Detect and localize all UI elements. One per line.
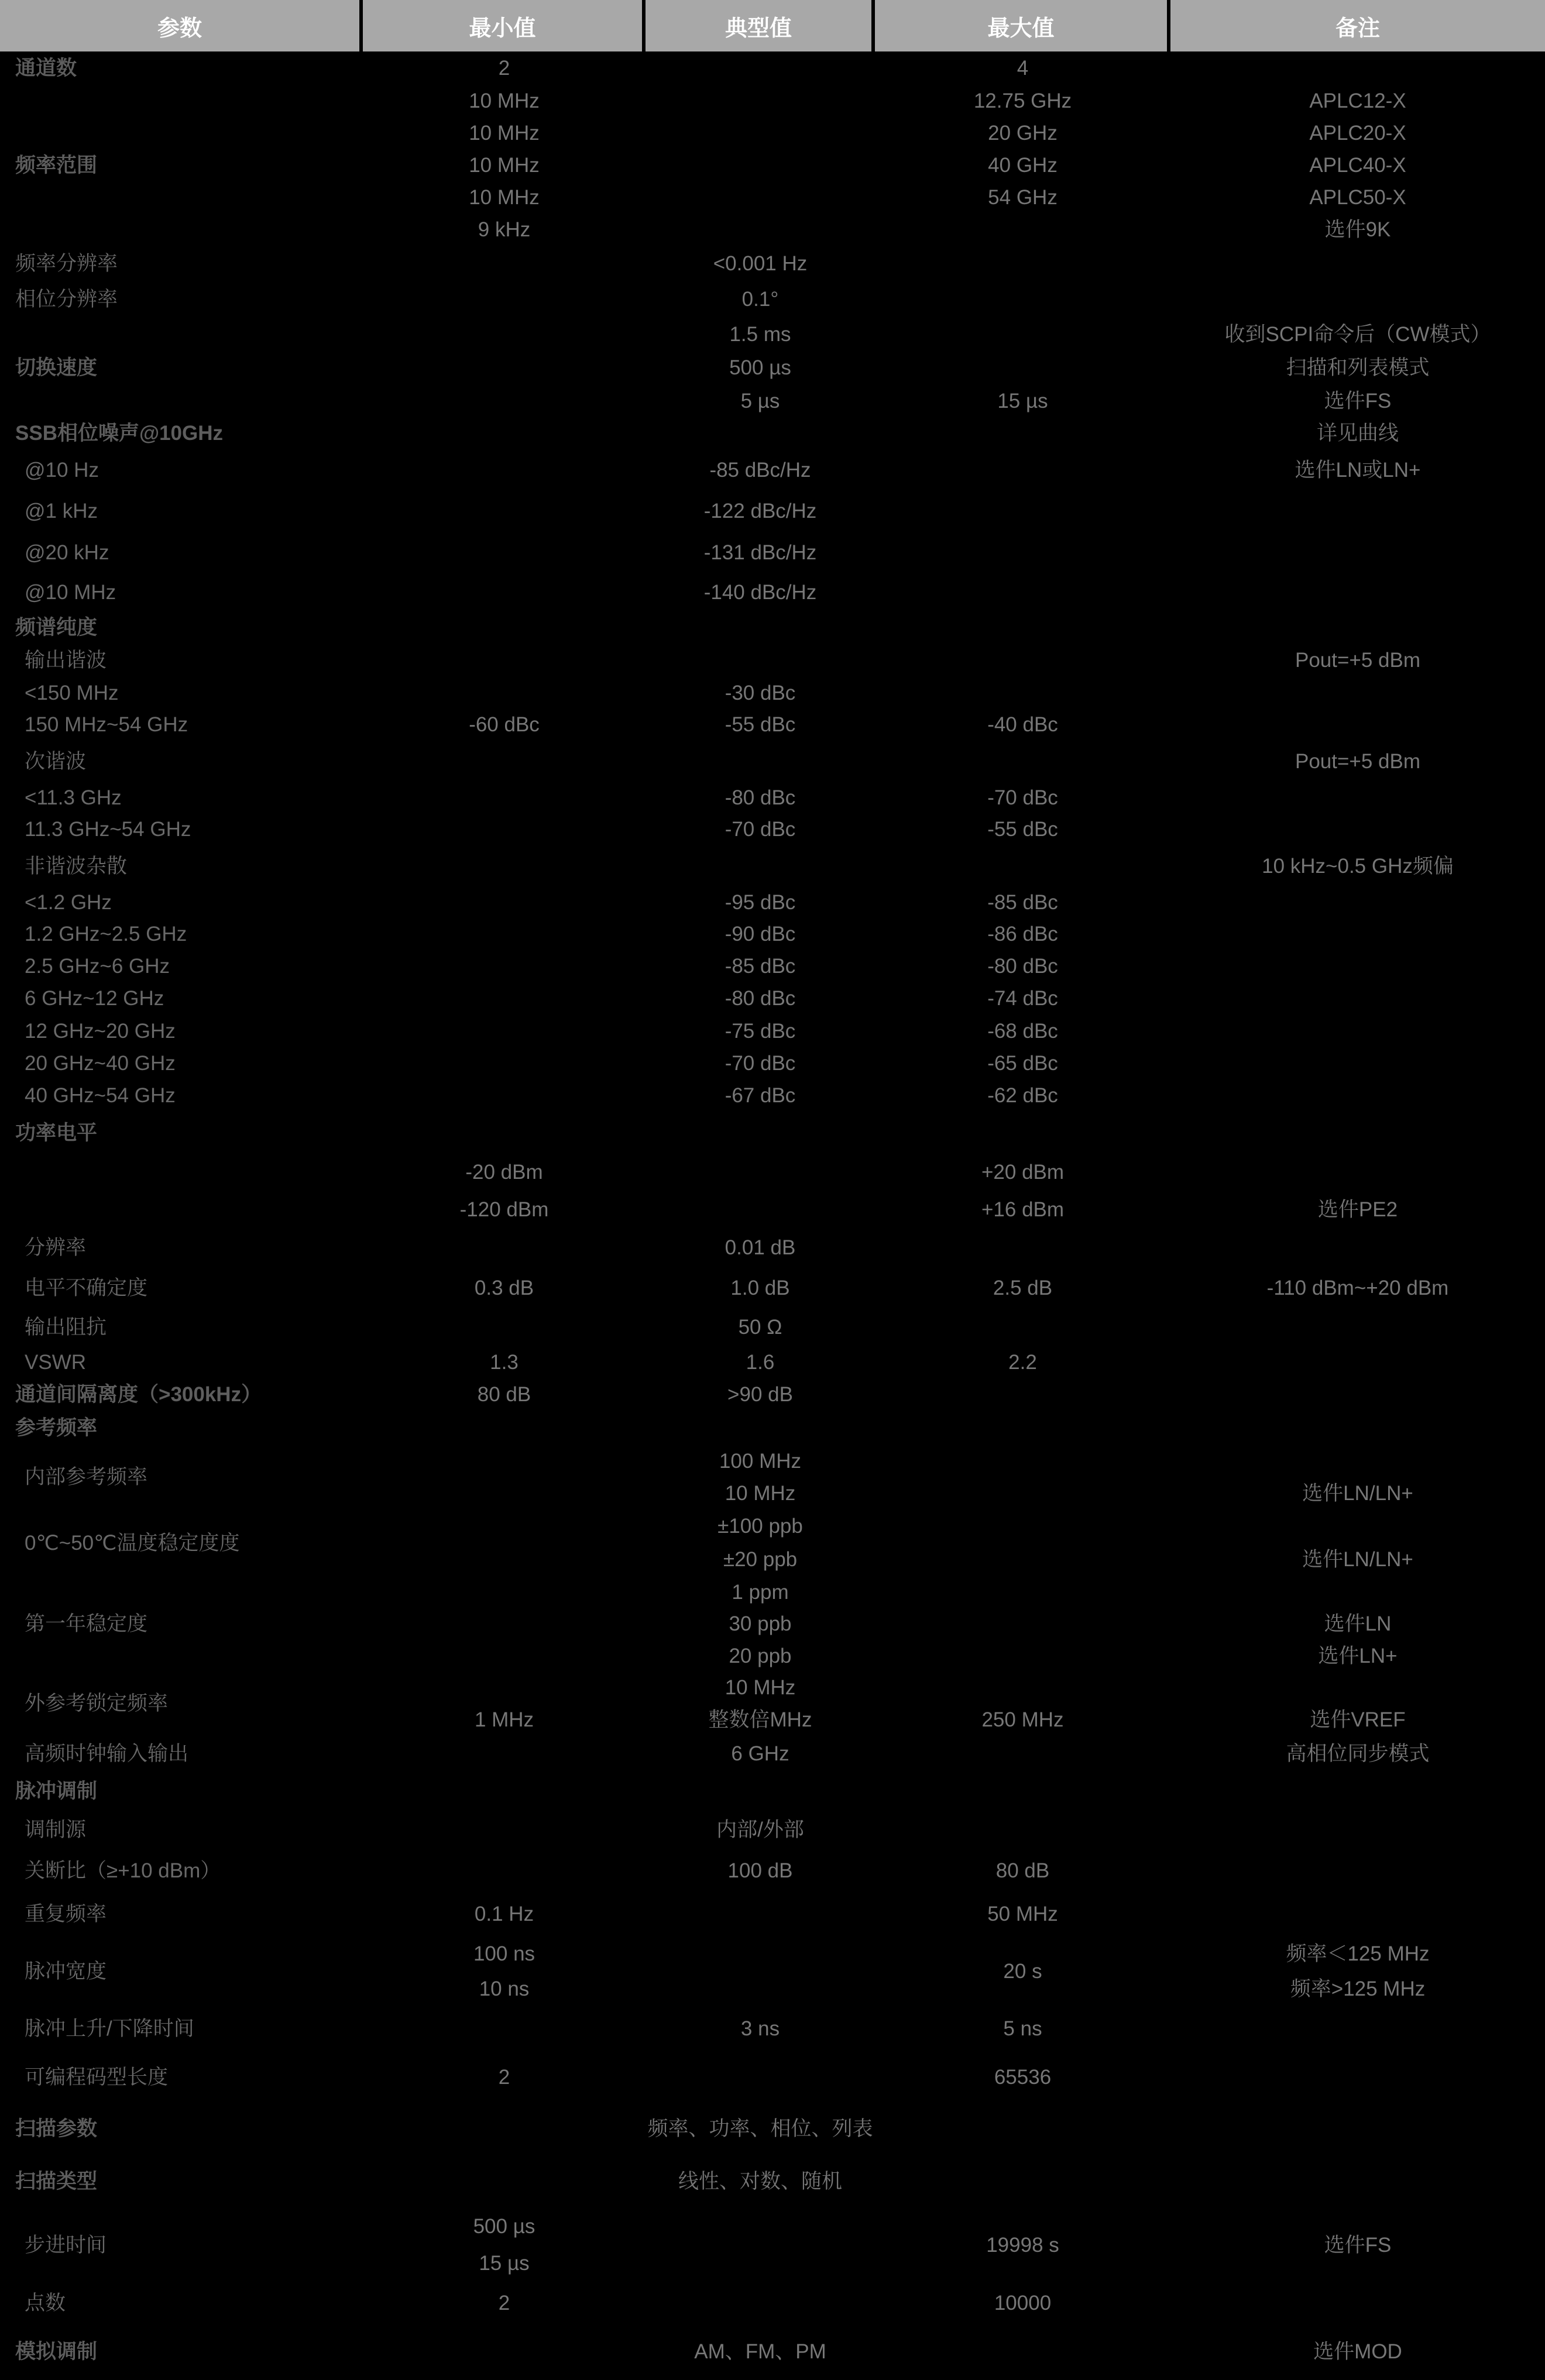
cell-typical: -122 dBc/Hz xyxy=(703,499,817,522)
cell-param: 频谱纯度 xyxy=(15,616,98,639)
cell-min: 0.1 Hz xyxy=(474,1903,534,1926)
table-row xyxy=(0,1811,1545,1850)
cell-param: 脉冲宽度 xyxy=(25,1959,107,1983)
table-row xyxy=(0,1268,1545,1309)
cell-note: APLC40-X xyxy=(1309,154,1406,177)
table-row xyxy=(0,246,1545,281)
cell-note: -110 dBm~+20 dBm xyxy=(1266,1276,1449,1299)
cell-param: 频率范围 xyxy=(15,154,98,177)
cell-note: APLC50-X xyxy=(1309,186,1406,209)
cell-typical: -80 dBc xyxy=(725,786,796,809)
cell-typical: -80 dBc xyxy=(725,987,796,1010)
cell-param: 参考频率 xyxy=(15,1416,98,1440)
cell-max: -55 dBc xyxy=(987,818,1058,841)
cell-min: 0.3 dB xyxy=(474,1276,534,1299)
cell-typical: 1.6 xyxy=(746,1350,775,1374)
cell-max: 12.75 GHz xyxy=(973,90,1072,113)
cell-param: 点数 xyxy=(25,2291,66,2314)
cell-max: 80 dB xyxy=(995,1859,1050,1883)
cell-typical: -85 dBc xyxy=(725,954,796,978)
cell-param: 扫描类型 xyxy=(15,2169,98,2193)
cell-param: 内部参考频率 xyxy=(25,1466,148,1489)
table-row xyxy=(0,919,1545,951)
cell-note: Pout=+5 dBm xyxy=(1295,649,1421,672)
column-header-notes: 备注 xyxy=(1170,0,1545,51)
cell-param: 电平不确定度 xyxy=(25,1276,148,1299)
cell-typical: 3 ns xyxy=(740,2017,780,2041)
cell-note: 选件FS xyxy=(1324,2233,1392,2257)
table-row xyxy=(0,1445,1545,1510)
cell-param: 次谐波 xyxy=(25,749,87,773)
cell-max: -40 dBc xyxy=(987,713,1058,737)
table-row xyxy=(0,782,1545,814)
cell-typical: <0.001 Hz xyxy=(713,252,808,275)
cell-note: 选件LN xyxy=(1324,1612,1392,1636)
cell-param: 2.5 GHz~6 GHz xyxy=(25,954,170,978)
cell-typical: 500 µs xyxy=(729,356,791,379)
cell-typical: 30 ppb xyxy=(729,1612,792,1636)
table-row xyxy=(0,281,1545,318)
cell-typical: 0.1° xyxy=(741,288,779,311)
table-row xyxy=(0,51,1545,85)
cell-min: -120 dBm xyxy=(459,1198,549,1221)
table-row xyxy=(0,1850,1545,1893)
cell-min: 10 ns xyxy=(479,1977,530,2000)
cell-max: 15 µs xyxy=(997,389,1048,412)
table-row xyxy=(0,709,1545,741)
cell-param: 模拟调制 xyxy=(15,2340,98,2364)
table-row xyxy=(0,846,1545,887)
cell-param: VSWR xyxy=(25,1350,86,1374)
cell-typical: 10 MHz xyxy=(725,1482,796,1505)
cell-typical: ±100 ppb xyxy=(717,1515,803,1538)
table-row xyxy=(0,2282,1545,2324)
cell-min: 1 MHz xyxy=(474,1708,534,1731)
cell-typical: -85 dBc/Hz xyxy=(709,458,811,481)
cell-max: 20 s xyxy=(1003,1959,1042,1983)
table-row xyxy=(0,1937,1545,2007)
table-row xyxy=(0,574,1545,612)
cell-typical: 1 ppm xyxy=(732,1581,789,1604)
table-row xyxy=(0,677,1545,709)
cell-max: +16 dBm xyxy=(981,1198,1065,1221)
column-header-typical: 典型值 xyxy=(646,0,875,51)
cell-max: 2.5 dB xyxy=(993,1276,1053,1299)
cell-note: Pout=+5 dBm xyxy=(1295,749,1421,773)
cell-min: 15 µs xyxy=(479,2252,530,2275)
table-row xyxy=(0,2007,1545,2052)
cell-min: 1.3 xyxy=(490,1350,519,1374)
cell-param: @1 kHz xyxy=(25,499,98,522)
table-row xyxy=(0,2052,1545,2103)
cell-param xyxy=(0,1154,363,1229)
cell-min: 100 ns xyxy=(473,1942,535,1965)
table-row xyxy=(0,1893,1545,1937)
cell-note: 高相位同步模式 xyxy=(1286,1742,1430,1766)
cell-param: 调制源 xyxy=(25,1818,87,1842)
cell-param: @10 Hz xyxy=(25,458,99,481)
cell-param: @10 MHz xyxy=(25,581,116,604)
cell-param: <1.2 GHz xyxy=(25,890,112,914)
table-row xyxy=(0,2155,1545,2209)
cell-note: 选件FS xyxy=(1324,389,1392,412)
cell-min: 2 xyxy=(498,56,510,80)
table-row xyxy=(0,1736,1545,1773)
cell-min: 2 xyxy=(498,2291,510,2314)
cell-typical: 50 Ω xyxy=(738,1316,782,1339)
cell-param: 关断比（≥+10 dBm） xyxy=(25,1859,221,1883)
cell-param: 150 MHz~54 GHz xyxy=(25,713,188,737)
cell-typical: -30 dBc xyxy=(725,681,796,704)
cell-note: 扫描和列表模式 xyxy=(1286,356,1430,379)
cell-typical: -55 dBc xyxy=(725,713,796,737)
cell-note: APLC20-X xyxy=(1309,122,1406,145)
cell-min: 10 MHz xyxy=(469,154,540,177)
cell-param: 相位分辨率 xyxy=(15,288,118,311)
cell-max: 65536 xyxy=(994,2065,1052,2089)
cell-typical: -95 dBc xyxy=(725,890,796,914)
cell-min: 2 xyxy=(498,2065,510,2089)
cell-max: -80 dBc xyxy=(987,954,1058,978)
table-row xyxy=(0,85,1545,246)
column-header-parameter: 参数 xyxy=(0,0,363,51)
table-row xyxy=(0,1577,1545,1672)
cell-max: +20 dBm xyxy=(981,1160,1065,1184)
cell-note: 频率＜125 MHz xyxy=(1286,1942,1430,1965)
cell-param: <150 MHz xyxy=(25,681,119,704)
cell-param: 0℃~50℃温度稳定度度 xyxy=(25,1531,240,1554)
cell-max: 19998 s xyxy=(986,2233,1059,2257)
cell-typical: 100 dB xyxy=(727,1859,793,1883)
cell-min: 10 MHz xyxy=(469,90,540,113)
cell-param: 脉冲调制 xyxy=(15,1780,98,1803)
cell-param: 通道间隔离度（>300kHz） xyxy=(15,1383,262,1406)
cell-note: 选件MOD xyxy=(1313,2340,1402,2364)
table-row xyxy=(0,644,1545,677)
cell-max: -65 dBc xyxy=(987,1051,1058,1075)
cell-param: 分辨率 xyxy=(25,1236,87,1260)
cell-note: 选件LN+ xyxy=(1318,1644,1398,1667)
cell-max: 5 ns xyxy=(1003,2017,1042,2041)
cell-note: 选件9K xyxy=(1324,218,1391,242)
cell-note: 频率>125 MHz xyxy=(1290,1977,1426,2000)
cell-param: 40 GHz~54 GHz xyxy=(25,1084,176,1108)
cell-param: 可编程码型长度 xyxy=(25,2065,169,2089)
cell-param: 频率分辨率 xyxy=(15,252,118,275)
cell-max: -74 dBc xyxy=(987,987,1058,1010)
table-row xyxy=(0,887,1545,919)
table-row xyxy=(0,532,1545,574)
cell-max: -86 dBc xyxy=(987,923,1058,946)
cell-note: APLC12-X xyxy=(1309,90,1406,113)
table-row xyxy=(0,1412,1545,1445)
cell-note: 选件VREF xyxy=(1310,1708,1406,1731)
cell-param: 12 GHz~20 GHz xyxy=(25,1020,176,1043)
column-header-max: 最大值 xyxy=(875,0,1170,51)
table-row xyxy=(0,1229,1545,1268)
table-row xyxy=(0,2103,1545,2155)
cell-max: 50 MHz xyxy=(987,1903,1058,1926)
cell-param: @20 kHz xyxy=(25,541,109,564)
table-row xyxy=(0,1378,1545,1412)
cell-param: 11.3 GHz~54 GHz xyxy=(25,818,191,841)
table-row xyxy=(0,1016,1545,1048)
cell-param: 20 GHz~40 GHz xyxy=(25,1051,176,1075)
table-row xyxy=(0,1048,1545,1079)
cell-typical: ±20 ppb xyxy=(723,1548,798,1571)
cell-typical: 6 GHz xyxy=(731,1742,789,1766)
spec-table-body xyxy=(0,51,1545,2380)
cell-typical: 20 ppb xyxy=(729,1644,792,1667)
cell-param: 通道数 xyxy=(15,56,77,80)
table-row xyxy=(0,2324,1545,2380)
table-row xyxy=(0,1672,1545,1736)
cell-note: 10 kHz~0.5 GHz频偏 xyxy=(1262,854,1454,878)
cell-typical: 100 MHz xyxy=(719,1449,802,1473)
cell-param: 外参考锁定频率 xyxy=(25,1692,169,1715)
cell-max: 54 GHz xyxy=(988,186,1058,209)
cell-typical: -131 dBc/Hz xyxy=(703,541,817,564)
cell-typical: -75 dBc xyxy=(725,1020,796,1043)
cell-max: 20 GHz xyxy=(988,122,1058,145)
table-row xyxy=(0,491,1545,532)
cell-typical: 频率、功率、相位、列表 xyxy=(647,2117,873,2140)
cell-typical: -140 dBc/Hz xyxy=(703,581,817,604)
cell-max: 10000 xyxy=(994,2291,1052,2314)
table-row xyxy=(0,612,1545,644)
cell-note: 选件LN或LN+ xyxy=(1295,458,1421,481)
table-header-row xyxy=(0,0,1545,51)
table-row xyxy=(0,1079,1545,1113)
cell-typical: AM、FM、PM xyxy=(694,2340,826,2364)
cell-typical: 整数倍MHz xyxy=(708,1708,812,1731)
cell-max: 250 MHz xyxy=(981,1708,1064,1731)
table-row xyxy=(0,982,1545,1016)
cell-min: 10 MHz xyxy=(469,122,540,145)
cell-typical: >90 dB xyxy=(727,1383,793,1406)
column-header-min: 最小值 xyxy=(363,0,646,51)
cell-param: 扫描参数 xyxy=(15,2117,98,2140)
cell-max: 4 xyxy=(1017,56,1029,80)
cell-typical: -67 dBc xyxy=(725,1084,796,1108)
cell-typical: 线性、对数、随机 xyxy=(678,2169,842,2193)
cell-param: 步进时间 xyxy=(25,2233,107,2257)
cell-param: SSB相位噪声@10GHz xyxy=(15,422,224,445)
cell-max: -85 dBc xyxy=(987,890,1058,914)
cell-note: 选件LN/LN+ xyxy=(1302,1548,1413,1571)
cell-param: 脉冲上升/下降时间 xyxy=(25,2017,194,2041)
table-row xyxy=(0,1154,1545,1229)
table-row xyxy=(0,418,1545,450)
table-row xyxy=(0,741,1545,782)
cell-param: 输出谐波 xyxy=(25,649,107,672)
cell-max: 2.2 xyxy=(1008,1350,1037,1374)
cell-min: 9 kHz xyxy=(478,218,531,242)
cell-typical: 0.01 dB xyxy=(725,1236,796,1260)
cell-note: 收到SCPI命令后（CW模式） xyxy=(1224,323,1491,346)
cell-param: 功率电平 xyxy=(15,1121,98,1144)
cell-typical: -70 dBc xyxy=(725,818,796,841)
cell-note: 选件LN/LN+ xyxy=(1302,1482,1413,1505)
cell-typical: 5 µs xyxy=(740,389,780,412)
table-row xyxy=(0,1510,1545,1577)
table-row xyxy=(0,1773,1545,1811)
cell-typical: -70 dBc xyxy=(725,1051,796,1075)
cell-param: 输出阻抗 xyxy=(25,1316,107,1339)
table-row xyxy=(0,318,1545,418)
cell-param: 重复频率 xyxy=(25,1903,107,1926)
cell-max: -68 dBc xyxy=(987,1020,1058,1043)
table-row xyxy=(0,1309,1545,1347)
table-row xyxy=(0,814,1545,846)
cell-max: -70 dBc xyxy=(987,786,1058,809)
cell-param: 非谐波杂散 xyxy=(25,854,128,878)
cell-param: 6 GHz~12 GHz xyxy=(25,987,164,1010)
cell-param: 1.2 GHz~2.5 GHz xyxy=(25,923,187,946)
cell-note: 选件PE2 xyxy=(1317,1198,1398,1221)
cell-max: -62 dBc xyxy=(987,1084,1058,1108)
cell-typical: 1.5 ms xyxy=(729,323,791,346)
cell-param: 第一年稳定度 xyxy=(25,1612,148,1636)
table-row xyxy=(0,450,1545,491)
cell-param: 高频时钟输入输出 xyxy=(25,1742,189,1766)
cell-note: 详见曲线 xyxy=(1316,422,1399,445)
table-row xyxy=(0,951,1545,982)
cell-min: -20 dBm xyxy=(465,1160,543,1184)
cell-typical: -90 dBc xyxy=(725,923,796,946)
cell-typical: 内部/外部 xyxy=(716,1818,804,1842)
cell-param: 切换速度 xyxy=(15,356,98,379)
cell-min: 80 dB xyxy=(477,1383,531,1406)
cell-min: -60 dBc xyxy=(469,713,540,737)
table-row xyxy=(0,2209,1545,2282)
table-row xyxy=(0,1347,1545,1378)
cell-param: <11.3 GHz xyxy=(25,786,122,809)
cell-min: 500 µs xyxy=(473,2215,535,2238)
cell-max: 40 GHz xyxy=(988,154,1058,177)
cell-typical: 10 MHz xyxy=(725,1676,796,1700)
cell-min: 10 MHz xyxy=(469,186,540,209)
table-row xyxy=(0,1113,1545,1154)
cell-typical: 1.0 dB xyxy=(730,1276,790,1299)
